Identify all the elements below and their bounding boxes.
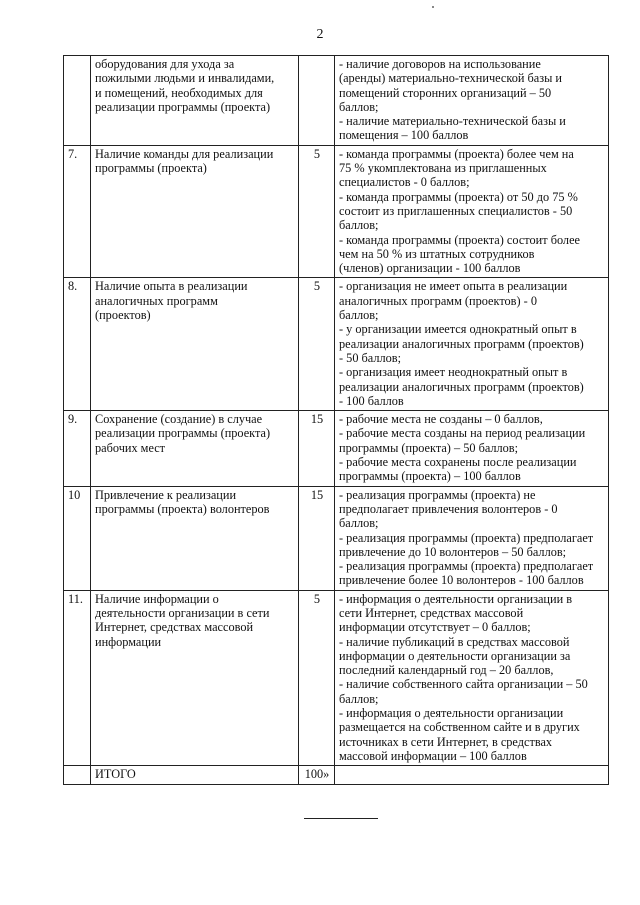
scoring-line: - рабочие места не созданы – 0 баллов, [339,412,543,427]
criterion-number [64,56,91,146]
scoring-line: последний календарный год – 20 баллов, [339,663,554,678]
max-score: 15 [299,486,335,590]
scoring-line: - наличие собственного сайта организации – 50 [339,677,588,692]
criterion-row [64,486,609,590]
criteria-table [63,55,609,785]
criterion-name-line: программы (проекта) [95,161,207,176]
max-score: 15 [299,411,335,486]
scoring-line: массовой информации – 100 баллов [339,748,527,763]
max-score: 5 [299,145,335,278]
scoring-line: баллов; [339,99,379,114]
scoring-line: - 50 баллов; [339,350,402,365]
scoring-line: - реализация программы (проекта) не [339,487,536,502]
criteria-rows [64,56,609,785]
scoring-line: 75 % укомплектована из приглашенных [339,161,547,176]
scoring-line: - информация о деятельности организации в [339,591,573,606]
scoring-line: - рабочие места созданы на период реализации [339,426,586,441]
scoring-line: - наличие договоров на использование [339,57,541,71]
scoring-line: реализации аналогичных программ (проектов) [339,379,584,394]
criterion-name-line: программы (проекта) волонтеров [95,501,270,516]
scoring-line: специалистов - 0 баллов; [339,175,470,190]
criterion-row [64,278,609,411]
footer-divider [304,818,378,819]
criterion-number: 9. [64,411,91,486]
max-score: 5 [299,590,335,766]
scoring-description [335,486,609,590]
scoring-line: предполагает привлечения волонтеров - 0 [339,501,558,516]
criterion-number: 8. [64,278,91,411]
scoring-line: источниках в сети Интернет, в средствах [339,734,553,749]
criterion-name [91,56,299,146]
scoring-line: (аренды) материально-технической базы и [339,71,562,86]
scoring-line: сети Интернет, средствах массовой [339,605,524,620]
scoring-line: размещается на собственном сайте и в других [339,720,580,735]
criterion-name [91,411,299,486]
scoring-line: чем на 50 % из штатных сотрудников [339,246,535,261]
criterion-name-line: Наличие команды для реализации [95,146,274,161]
criterion-name-line: и помещений, необходимых для [95,85,263,100]
criterion-number: 11. [64,590,91,766]
scan-speck [432,6,434,8]
scoring-description [335,145,609,278]
criterion-row [64,145,609,278]
criterion-name [91,145,299,278]
total-row [64,766,609,784]
scoring-line: помещений сторонних организаций – 50 [339,85,552,100]
scoring-line: - у организации имеется однократный опыт в [339,322,577,337]
scoring-line: - команда программы (проекта) состоит более [339,232,580,247]
criterion-name-line: Наличие опыта в реализации [95,279,248,294]
scoring-line: баллов; [339,218,379,233]
criterion-name [91,590,299,766]
scoring-description [335,766,609,784]
scoring-line: - организация имеет неоднократный опыт в [339,365,568,380]
max-score [299,56,335,146]
criterion-row [64,56,609,146]
criterion-name [91,766,299,784]
criterion-name [91,486,299,590]
criterion-name-line: информации [95,634,162,649]
scoring-line: реализации аналогичных программ (проектов) [339,336,584,351]
criterion-name-line: реализации программы (проекта) [95,99,271,114]
criterion-number: 7. [64,145,91,278]
scoring-description [335,411,609,486]
criterion-name-line: пожилыми людьми и инвалидами, [95,71,275,86]
scoring-line: баллов; [339,516,379,531]
scoring-line: - наличие публикаций в средствах массовой [339,634,570,649]
criterion-row [64,590,609,766]
max-score: 5 [299,278,335,411]
scoring-line: - реализация программы (проекта) предполагает [339,559,594,574]
criterion-name-line: рабочих мест [95,440,166,455]
scoring-line: - информация о деятельности организации [339,706,564,721]
scoring-line: помещения – 100 баллов [339,128,469,143]
criterion-name-line: Интернет, средствах массовой [95,620,254,635]
scoring-line: - реализация программы (проекта) предполагает [339,530,594,545]
max-score: 100» [299,766,335,784]
criterion-number [64,766,91,784]
scoring-line: - наличие материально-технической базы и [339,114,566,129]
scoring-line: - команда программы (проекта) от 50 до 75 % [339,189,578,204]
criterion-name-line: ИТОГО [95,767,136,782]
criterion-name-line: деятельности организации в сети [95,605,270,620]
scoring-line: привлечение более 10 волонтеров - 100 баллов [339,573,584,588]
scoring-line: баллов; [339,691,379,706]
scoring-line: программы (проекта) – 100 баллов [339,469,521,484]
page-number: 2 [316,27,324,42]
scoring-line: баллов; [339,308,379,323]
scoring-line: информации о деятельности организации за [339,648,571,663]
scoring-line: аналогичных программ (проектов) - 0 [339,293,537,308]
criterion-name [91,278,299,411]
criterion-name-line: оборудования для ухода за [95,57,235,71]
scoring-line: программы (проекта) – 50 баллов; [339,440,519,455]
scoring-line: - рабочие места сохранены после реализации [339,455,577,470]
criterion-name-line: Наличие информации о [95,591,219,606]
scoring-description [335,278,609,411]
scoring-description [335,56,609,146]
scoring-line: - 100 баллов [339,393,404,408]
criterion-name-line: (проектов) [95,308,151,323]
criterion-name-line: Привлечение к реализации [95,487,237,502]
criterion-name-line: Сохранение (создание) в случае [95,412,263,427]
criterion-row [64,411,609,486]
criterion-name-line: аналогичных программ [95,293,218,308]
criterion-number: 10 [64,486,91,590]
scoring-line: привлечение до 10 волонтеров – 50 баллов; [339,544,567,559]
scoring-line: информации отсутствует – 0 баллов; [339,620,531,635]
scoring-line: - организация не имеет опыта в реализации [339,279,568,294]
criterion-name-line: реализации программы (проекта) [95,426,271,441]
scoring-description [335,590,609,766]
scoring-line: (членов) организации - 100 баллов [339,261,521,276]
scoring-line: состоит из приглашенных специалистов - 50 [339,203,573,218]
scoring-line: - команда программы (проекта) более чем на [339,146,574,161]
